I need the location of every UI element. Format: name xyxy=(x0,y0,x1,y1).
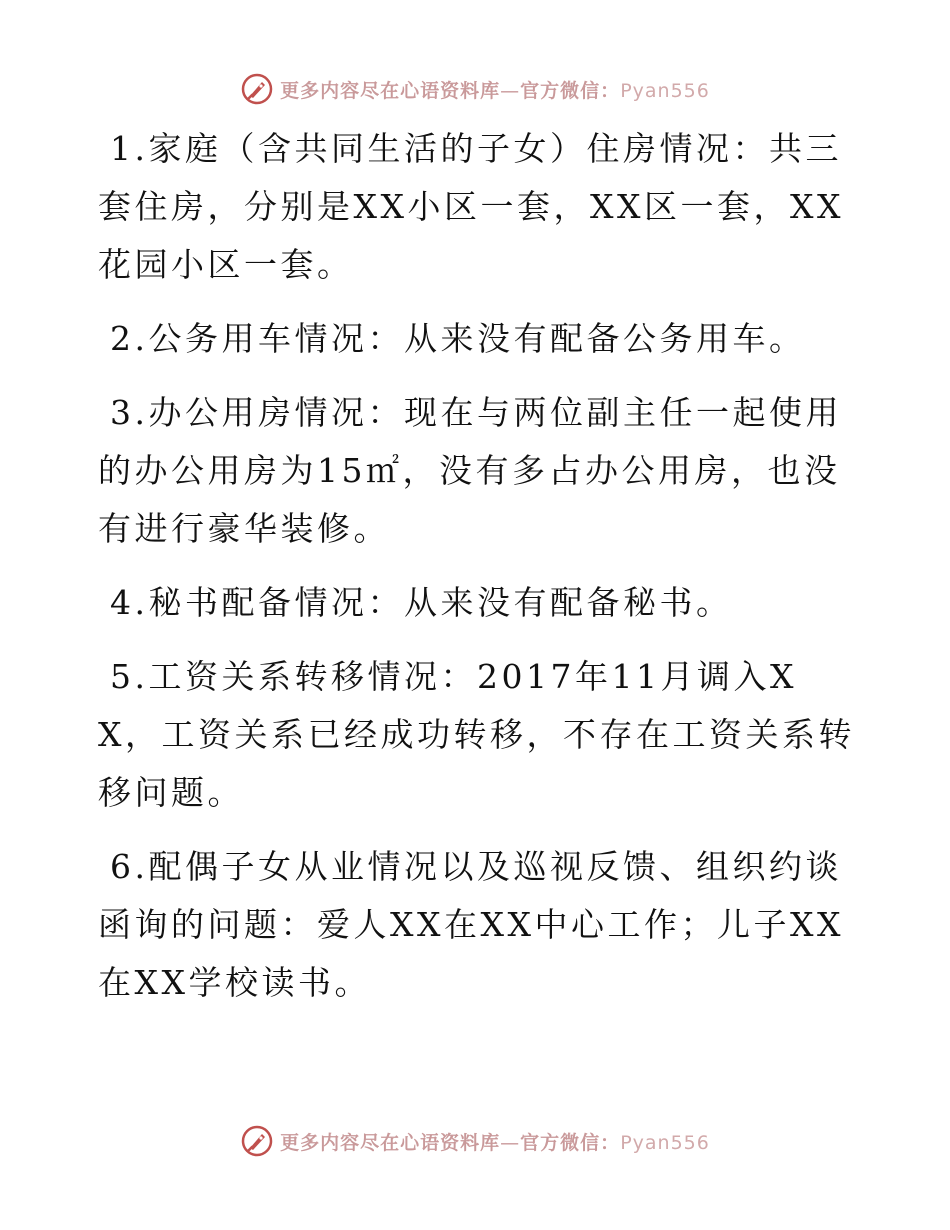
pen-nib-logo-icon xyxy=(240,72,274,106)
paragraph-official-car: 2.公务用车情况：从来没有配备公务用车。 xyxy=(110,319,806,358)
footer-banner-contact-label: 官方微信： xyxy=(520,1131,621,1154)
footer-watermark-banner xyxy=(0,1124,950,1158)
paragraph-family-employment: 6.配偶子女从业情况以及巡视反馈、组织约谈函询的问题：爱人XX在XX中心工作；儿子XX在XX学校读书。 xyxy=(98,847,844,1002)
header-watermark-banner xyxy=(0,72,950,106)
header-banner-separator: — xyxy=(500,79,521,102)
header-banner-contact-label: 官方微信： xyxy=(520,79,621,102)
pen-nib-logo-icon xyxy=(240,1124,274,1158)
footer-banner-separator: — xyxy=(500,1131,521,1154)
footer-banner-contact-id: Pyan556 xyxy=(620,1131,710,1154)
footer-banner-text xyxy=(280,1128,710,1155)
document-body xyxy=(98,120,858,1028)
header-banner-contact-id: Pyan556 xyxy=(620,79,710,102)
paragraph-office-space: 3.办公用房情况：现在与两位副主任一起使用的办公用房为15㎡，没有多占办公用房，也没有进行豪华装修。 xyxy=(98,393,842,548)
paragraph-salary-transfer: 5.工资关系转移情况：2017年11月调入XX，工资关系已经成功转移，不存在工资关系转移问题。 xyxy=(98,657,855,812)
header-banner-slogan: 更多内容尽在心语资料库 xyxy=(280,79,501,102)
paragraph-housing: 1.家庭（含共同生活的子女）住房情况：共三套住房，分别是XX小区一套，XX区一套，XX花园小区一套。 xyxy=(98,129,844,284)
header-banner-text xyxy=(280,76,710,103)
footer-banner-slogan: 更多内容尽在心语资料库 xyxy=(280,1131,501,1154)
paragraph-secretary: 4.秘书配备情况：从来没有配备秘书。 xyxy=(110,583,733,622)
